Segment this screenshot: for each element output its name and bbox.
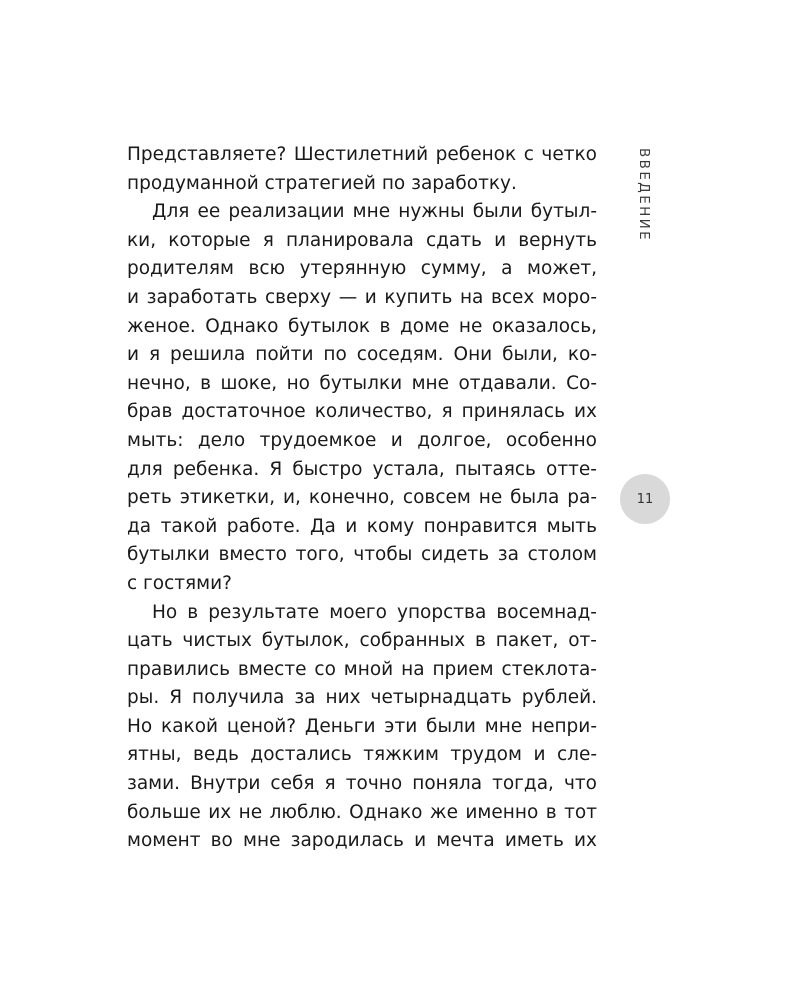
running-head: ВВЕДЕНИЕ [636, 148, 652, 243]
text-line: мыть: дело трудоемкое и долгое, особенно [127, 429, 597, 451]
text-line: ки, которые я планировала сдать и вернуть [127, 229, 597, 251]
text-line: с гостями? [127, 572, 232, 594]
text-line: больше их не люблю. Однако же именно в тот [127, 801, 597, 823]
page-number-badge [620, 474, 670, 524]
text-line: продуманной стратегией по заработку. [127, 172, 517, 194]
text-line: и я решила пойти по соседям. Они были, ко- [127, 344, 597, 366]
text-line: Для ее реализации мне нужны были бутыл- [152, 201, 597, 223]
text-line: нечно, в шоке, но бутылки мне отдавали. Со- [127, 372, 597, 394]
text-line: да такой работе. Да и кому понравится мыть [127, 515, 597, 537]
text-line: женое. Однако бутылок в доме не оказалось, [127, 315, 597, 337]
text-line: для ребенка. Я быстро устала, пытаясь отте- [127, 458, 597, 480]
text-line: правились вместе со мной на прием стеклота- [127, 658, 597, 680]
text-line: Но какой ценой? Деньги эти были мне непри- [127, 715, 597, 737]
text-line: ятны, ведь достались тяжким трудом и сле- [127, 744, 597, 766]
page-number: 11 [636, 491, 654, 507]
text-line: брав достаточное количество, я принялась их [127, 401, 597, 423]
text-line: цать чистых бутылок, собранных в пакет, от- [127, 630, 597, 652]
text-line: родителям всю утерянную сумму, а может, [127, 258, 597, 280]
text-line: зами. Внутри себя я точно поняла тогда, что [127, 773, 597, 795]
text-line: момент во мне зародилась и мечта иметь их [127, 830, 597, 852]
body-text [127, 141, 597, 856]
text-line: Представляете? Шестилетний ребенок с четко [127, 144, 597, 165]
text-line: бутылки вместо того, чтобы сидеть за столом [127, 544, 597, 566]
text-line: и заработать сверху — и купить на всех моро- [127, 286, 597, 308]
text-line: реть этикетки, и, конечно, совсем не была ра- [127, 487, 597, 509]
text-line: Но в результате моего упорства восемнад- [152, 601, 597, 623]
text-line: ры. Я получила за них четырнадцать рублей. [127, 687, 597, 709]
